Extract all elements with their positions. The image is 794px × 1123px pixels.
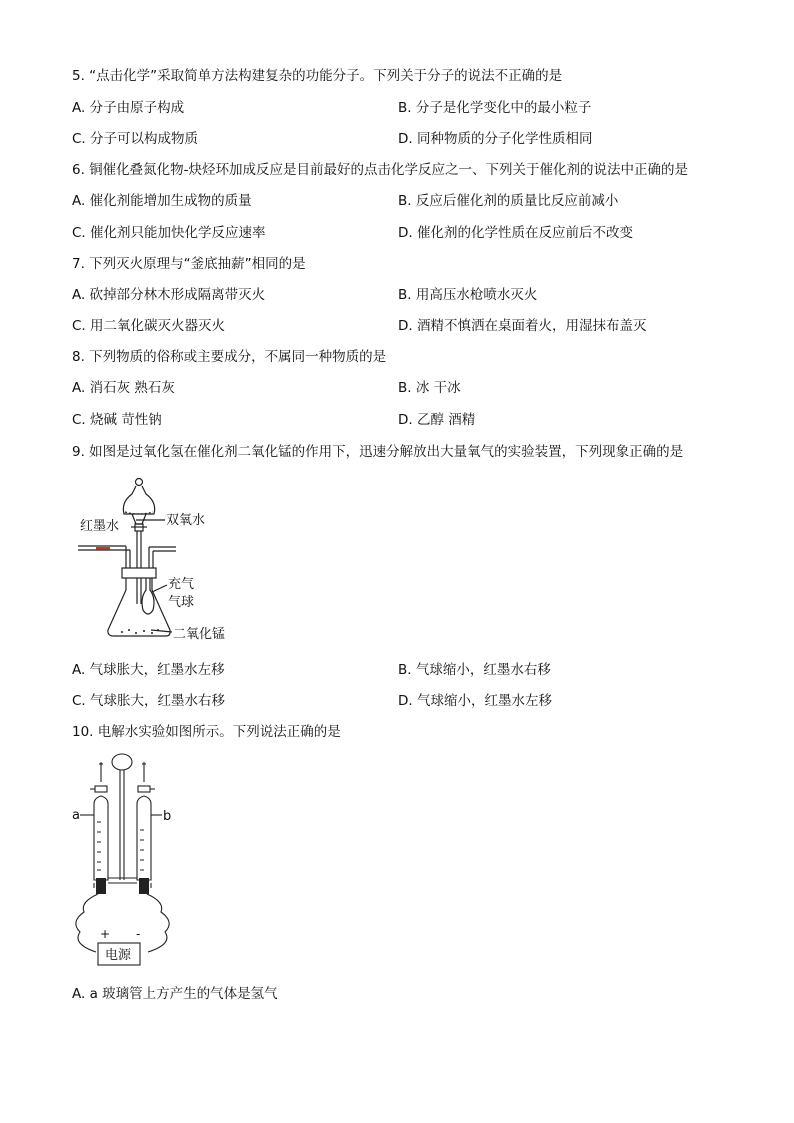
label-tube-a: a [72,808,80,823]
label-hydrogen-peroxide: 双氧水 [166,513,206,528]
question-8-option-b: B. 冰 干冰 [398,380,461,396]
question-9-option-a: A. 气球胀大，红墨水左移 [72,662,225,678]
question-9-option-c: C. 气球胀大，红墨水右移 [72,693,226,709]
question-5-option-b: B. 分子是化学变化中的最小粒子 [398,100,592,116]
question-6-option-a: A. 催化剂能增加生成物的质量 [72,193,252,209]
figure-10-electrolysis [70,752,180,970]
question-10-stem: 10. 电解水实验如图所示。下列说法正确的是 [72,724,341,740]
question-7-stem: 7. 下列灭火原理与“釜底抽薪”相同的是 [72,256,306,272]
label-plus: + [100,927,111,941]
question-6-option-b: B. 反应后催化剂的质量比反应前减小 [398,193,619,209]
question-8-stem: 8. 下列物质的俗称或主要成分，不属同一种物质的是 [72,349,387,365]
label-balloon-line2: 气球 [168,595,195,610]
question-8-option-a: A. 消石灰 熟石灰 [72,380,175,396]
electrode-left [96,878,106,894]
question-7-option-a: A. 砍掉部分林木形成隔离带灭火 [72,287,266,303]
question-6-option-c: C. 催化剂只能加快化学反应速率 [72,225,266,241]
question-9-option-d: D. 气球缩小，红墨水左移 [398,693,552,709]
label-tube-b: b [163,809,172,824]
question-7-option-d: D. 酒精不慎洒在桌面着火，用湿抹布盖灭 [398,318,647,334]
label-minus: - [136,927,141,941]
question-5-stem: 5. “点击化学”采取简单方法构建复杂的功能分子。下列关于分子的说法不正确的是 [72,68,563,84]
figure-9-apparatus [74,472,254,647]
electrode-right [139,878,149,894]
question-10-option-a: A. a 玻璃管上方产生的气体是氢气 [72,986,278,1002]
question-8-option-d: D. 乙醇 酒精 [398,412,476,428]
question-5-option-d: D. 同种物质的分子化学性质相同 [398,131,593,147]
question-6-stem: 6. 铜催化叠氮化物-炔烃环加成反应是目前最好的点击化学反应之一、下列关于催化剂的说法中正确的是 [72,162,689,178]
question-9-option-b: B. 气球缩小，红墨水右移 [398,662,551,678]
question-7-option-c: C. 用二氧化碳灭火器灭火 [72,318,226,334]
red-ink-mark [96,547,110,549]
label-red-ink: 红墨水 [80,519,120,534]
label-catalyst: 二氧化锰 [173,627,226,642]
question-5-option-c: C. 分子可以构成物质 [72,131,199,147]
question-6-option-d: D. 催化剂的化学性质在反应前后不改变 [398,225,633,241]
question-9-stem: 9. 如图是过氧化氢在催化剂二氧化锰的作用下，迅速分解放出大量氧气的实验装置，下列现象正确的是 [72,444,684,460]
question-5-option-a: A. 分子由原子构成 [72,100,185,116]
question-8-option-c: C. 烧碱 苛性钠 [72,412,162,428]
label-balloon-line1: 充气 [168,577,195,592]
question-7-option-b: B. 用高压水枪喷水灭火 [398,287,538,303]
label-power: 电源 [105,948,132,963]
